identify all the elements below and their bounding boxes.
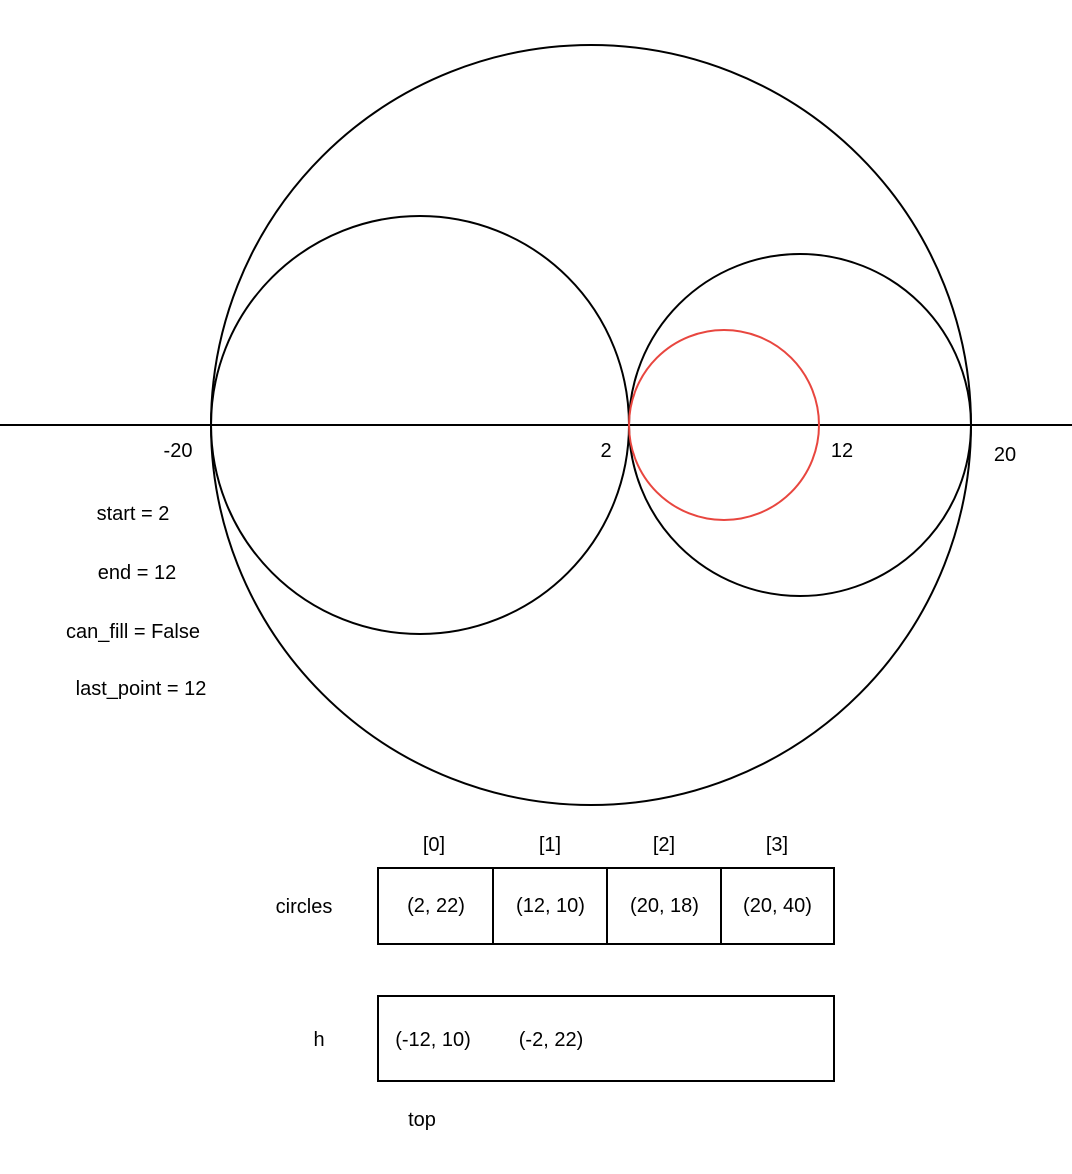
tick-label-20: 20 [993, 444, 1017, 466]
var-can-fill: can_fill = False [66, 621, 200, 643]
circles-array [377, 867, 835, 945]
array-index-0: [0] [422, 834, 446, 856]
heap-top-label: top [408, 1109, 436, 1131]
array-index-2: [2] [652, 834, 676, 856]
heap-item: (-2, 22) [518, 1029, 584, 1051]
heap-item: (-12, 10) [395, 1029, 471, 1051]
tick-label-neg20: -20 [163, 440, 193, 462]
array-index-3: [3] [765, 834, 789, 856]
array-cell: (12, 10) [492, 869, 607, 943]
array-cell: (20, 40) [720, 869, 833, 943]
tick-label-2: 2 [600, 440, 612, 462]
array-cell: (2, 22) [407, 894, 465, 917]
array-cell: (20, 18) [606, 869, 721, 943]
array-index-1: [1] [538, 834, 562, 856]
var-end: end = 12 [97, 562, 177, 584]
tick-label-12: 12 [830, 440, 854, 462]
circles-array-label: circles [275, 896, 333, 918]
var-start: start = 2 [96, 503, 170, 525]
heap-label: h [313, 1029, 325, 1051]
var-last-point: last_point = 12 [75, 678, 207, 700]
